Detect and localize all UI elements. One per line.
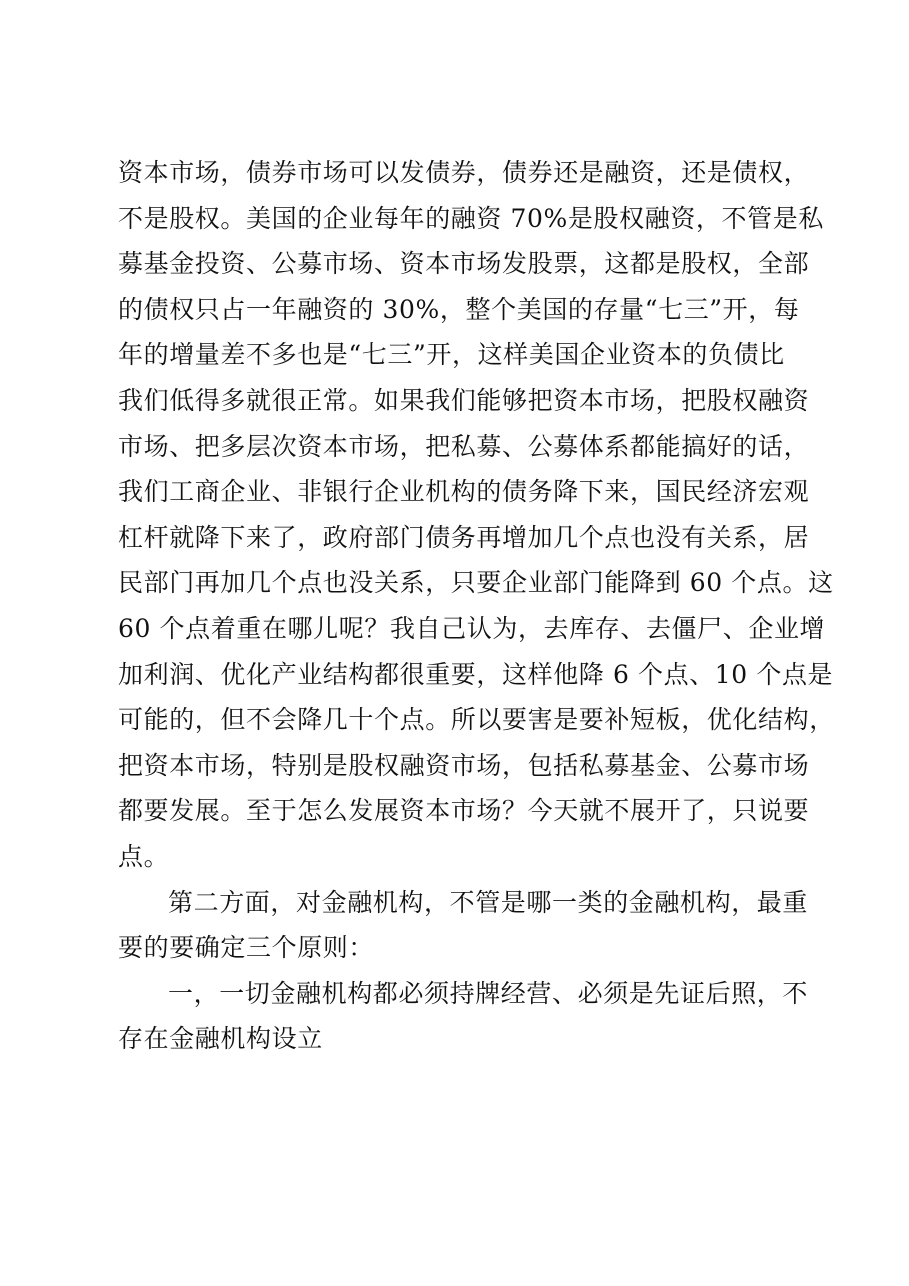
paragraph — [118, 971, 818, 1062]
text-line: 可能的，但不会降几十个点。所以要害是要补短板，优化结构， — [118, 705, 835, 735]
paragraph — [118, 880, 818, 971]
text-line: 把资本市场，特别是股权融资市场，包括私募基金、公募市场 — [118, 750, 810, 780]
text-line: 一，一切金融机构都必须持牌经营、必须是先证后照，不 — [168, 978, 809, 1008]
text-line: 民部门再加几个点也没关系，只要企业部门能降到 60 个点。这 — [118, 568, 834, 598]
text-line: 杠杆就降下来了，政府部门债务再增加几个点也没有关系，居 — [118, 522, 810, 552]
text-line: 年的增量差不多也是“七三”开，这样美国企业资本的负债比 — [118, 340, 785, 370]
document-body — [118, 150, 835, 1062]
paragraph — [118, 150, 835, 880]
text-line: 募基金投资、公募市场、资本市场发股票，这都是股权，全部 — [118, 249, 810, 279]
text-line: 不是股权。美国的企业每年的融资 70%是股权融资，不管是私 — [118, 203, 824, 233]
text-line: 我们工商企业、非银行企业机构的债务降下来，国民经济宏观 — [118, 477, 810, 507]
text-line: 60 个点着重在哪儿呢？我自己认为，去库存、去僵尸、企业增 — [118, 613, 826, 643]
text-line: 的债权只占一年融资的 30%，整个美国的存量“七三”开，每 — [118, 294, 800, 324]
text-line: 第二方面，对金融机构，不管是哪一类的金融机构，最重 — [168, 887, 809, 917]
text-line: 资本市场，债券市场可以发债券，债券还是融资，还是债权， — [118, 158, 810, 187]
text-line: 点。 — [118, 841, 170, 871]
text-line: 加利润、优化产业结构都很重要，这样他降 6 个点、10 个点是 — [118, 659, 834, 689]
text-line: 都要发展。至于怎么发展资本市场？今天就不展开了，只说要 — [118, 796, 810, 826]
text-line: 我们低得多就很正常。如果我们能够把资本市场，把股权融资 — [118, 385, 810, 415]
text-line: 市场、把多层次资本市场，把私募、公募体系都能搞好的话， — [118, 431, 810, 461]
text-line: 存在金融机构设立 — [118, 1024, 323, 1054]
text-line: 要的要确定三个原则： — [118, 933, 375, 963]
